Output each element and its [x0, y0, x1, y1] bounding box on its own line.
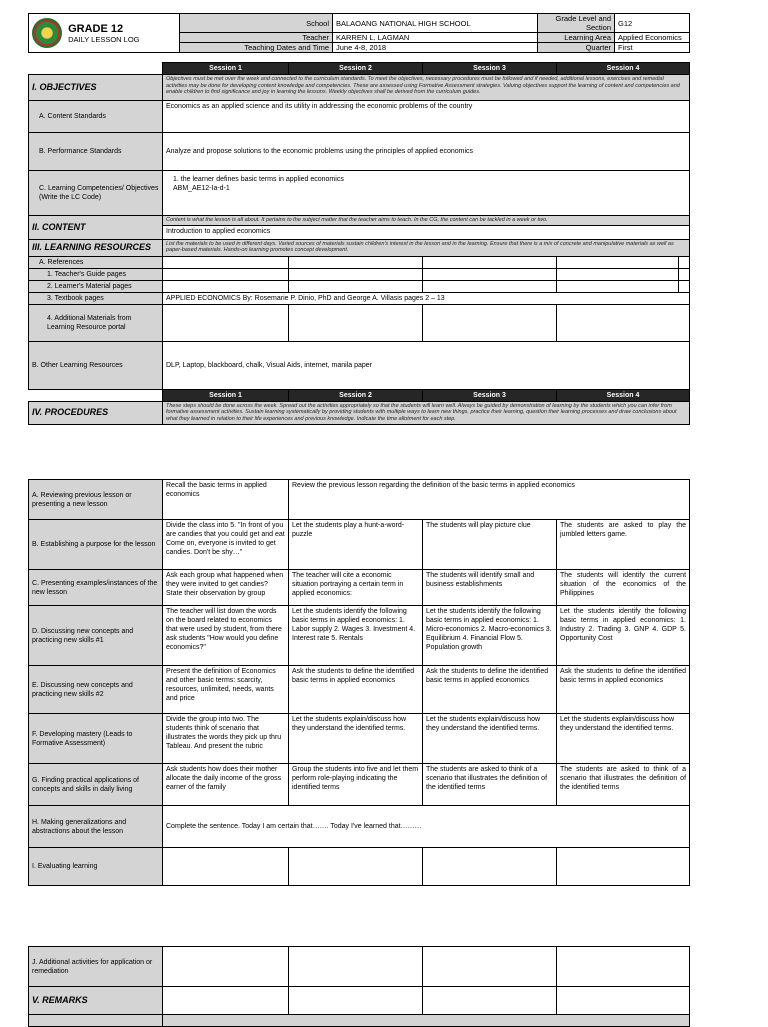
session-header-4: Session 4	[557, 63, 690, 75]
proc-label-e: E. Discussing new concepts and practicing new skills #2	[29, 666, 163, 714]
tg-label: 1. Teacher's Guide pages	[29, 268, 163, 280]
proc-g-s1: Ask students how does their mother allocate the daily income of the gross earner of the family	[163, 764, 289, 806]
objectives-title: I. OBJECTIVES	[29, 75, 163, 101]
session-header-3: Session 3	[423, 63, 557, 75]
proc-label-i: I. Evaluating learning	[29, 848, 163, 886]
content-title: II. CONTENT	[29, 216, 163, 240]
area-value: Applied Economics	[615, 33, 690, 43]
content-standards-value: Economics as an applied science and its utility in addressing the economic problems of the country	[163, 101, 690, 133]
session-header-4b: Session 4	[557, 389, 690, 401]
textbook-label: 3. Textbook pages	[29, 292, 163, 304]
proc-d-s2: Let the students identify the following basic terms in applied economics: 1. Labor supply 2. Wages 3. Investment 4. Interest rate 5. Rentals	[289, 606, 423, 666]
session-header-2b: Session 2	[289, 389, 423, 401]
proc-c-s2: The teacher will cite a economic situation portraying a certain term in applied economics:	[289, 570, 423, 606]
performance-value: Analyze and propose solutions to the economic problems using the principles of applied economics	[163, 133, 690, 171]
content-value: Introduction to applied economics	[163, 225, 690, 239]
proc-c-s3: The students will identify small and business establishments	[423, 570, 557, 606]
proc-label-g: G. Finding practical applications of concepts and skills in daily living	[29, 764, 163, 806]
proc-label-c: C. Presenting examples/instances of the new lesson	[29, 570, 163, 606]
bottom-table	[28, 946, 690, 1027]
textbook-value: APPLIED ECONOMICS By: Rosemarie P. Dinio, PhD and George A. Villasis pages 2 – 13	[163, 292, 690, 304]
procedures-note: These steps should be done across the week. Spread out the activities appropriately so that the students will learn well. Always be guided by demonstration of learning by the students which you can infer from formative assessment activities. Sustain learning systematically by providing students with multiple ways to learn new things, practice their learning, question their learning processes and draw conclusions about what they learned in relation to their life experiences and previous knowledge. Indicate the time allotment for each step.	[163, 401, 690, 424]
proc-b-s4: The students are asked to play the jumbled letters game.	[557, 520, 690, 570]
proc-f-s2: Let the students explain/discuss how they understand the identified terms.	[289, 714, 423, 764]
proc-d-s4: Let the students identify the following basic terms in applied economics: 1. Industry 2. Trading 3. GNP 4. GDP 5. Opportunity Cost	[557, 606, 690, 666]
competency-code: ABM_AE12-Ia-d-1	[173, 185, 230, 192]
header-table	[28, 13, 690, 53]
objectives-note: Objectives must be met over the week and connected to the curriculum standards. To meet the objectives, necessary procedures must be followed and if needed, additional lessons, exercises and remedial activities may be done for developing content knowledge and competencies. These are assessed using Formative Assessment strategies. Valuing objectives support the learning of content and competencies and enable children to find significance and joy in learning the lessons. Weekly objectives shall be derived from the curriculum guides.	[163, 75, 690, 101]
proc-f-s1: Divide the group into two. The students think of scenario that illustrates the words they pick up thru Tableau. And present the rubric	[163, 714, 289, 764]
performance-label: B. Performance Standards	[29, 133, 163, 171]
proc-label-f: F. Developing mastery (Leads to Formative Assessment)	[29, 714, 163, 764]
competencies-label: C. Learning Competencies/ Objectives (Write the LC Code)	[29, 171, 163, 216]
proc-b-s1: Divide the class into 5. "In front of you are candies that you could get and eat Come on, everyone is invited to get candies. Don't be shy…"	[163, 520, 289, 570]
quarter-label: Quarter	[538, 43, 615, 53]
area-label: Learning Area	[538, 33, 615, 43]
teacher-value: KARREN L. LAGMAN	[333, 33, 538, 43]
main-table	[28, 62, 690, 425]
session-header-1: Session 1	[163, 63, 289, 75]
proc-a-s1: Recall the basic terms in applied economics	[163, 480, 289, 520]
content-standards-label: A. Content Standards	[29, 101, 163, 133]
school-value: BALAOANG NATIONAL HIGH SCHOOL	[333, 14, 538, 33]
proc-h-all: Complete the sentence. Today I am certain that……. Today I've learned that………	[163, 806, 690, 848]
additional-materials-label: 4. Additional Materials from Learning Resource portal	[29, 304, 163, 341]
content-note: Content is what the lesson is all about. It pertains to the subject matter that the teacher aims to teach. In the CG, the content can be tackled in a week or two.	[163, 216, 690, 226]
proc-g-s3: The students are asked to think of a scenario that illustrates the definition of the identified terms	[423, 764, 557, 806]
grade-level-label: Grade Level and Section	[538, 14, 615, 33]
procedures-title: IV. PROCEDURES	[29, 401, 163, 424]
proc-e-s1: Present the definition of Economics and other basic terms: scarcity, resources, unlimited, needs, wants and price	[163, 666, 289, 714]
proc-label-a: A. Reviewing previous lesson or presenting a new lesson	[29, 480, 163, 520]
proc-a-s234: Review the previous lesson regarding the definition of the basic terms in applied economics	[289, 480, 690, 520]
additional-activities-label: J. Additional activities for application or remediation	[29, 947, 163, 987]
session-header-1b: Session 1	[163, 389, 289, 401]
proc-c-s4: The students will identify the current situation of the economics of the Philippines	[557, 570, 690, 606]
session-header-2: Session 2	[289, 63, 423, 75]
quarter-value: First	[615, 43, 690, 53]
dates-label: Teaching Dates and Time	[180, 43, 333, 53]
proc-g-s2: Group the students into five and let them perform role-playing indicating the identified terms	[289, 764, 423, 806]
grade-level-value: G12	[615, 14, 690, 33]
resources-title: III. LEARNING RESOURCES	[29, 239, 163, 256]
proc-e-s3: Ask the students to define the identified basic terms in applied economics	[423, 666, 557, 714]
lm-label: 2. Learner's Material pages	[29, 280, 163, 292]
dates-value: June 4-8, 2018	[333, 43, 538, 53]
remarks-title: V. REMARKS	[29, 987, 163, 1015]
competency-text: 1. the learner defines basic terms in applied economics	[173, 176, 344, 183]
school-label: School	[180, 14, 333, 33]
proc-d-s1: The teacher will list down the words on the board related to economics that were used by student, from there ask students "How would you define economics?"	[163, 606, 289, 666]
proc-g-s4: The students are asked to think of a scenario that illustrates the definition of the identified terms	[557, 764, 690, 806]
deped-logo-icon	[32, 18, 62, 48]
proc-b-s2: Let the students play a hunt-a-word-puzzle	[289, 520, 423, 570]
proc-label-h: H. Making generalizations and abstractions about the lesson	[29, 806, 163, 848]
grade-title: GRADE 12	[68, 22, 124, 35]
competencies-value	[163, 171, 690, 216]
proc-f-s3: Let the students explain/discuss how they understand the identified terms.	[423, 714, 557, 764]
references-label: A. References	[29, 256, 163, 268]
other-resources-label: B. Other Learning Resources	[29, 341, 163, 389]
proc-e-s2: Ask the students to define the identified basic terms in applied economics	[289, 666, 423, 714]
proc-label-d: D. Discussing new concepts and practicing new skills #1	[29, 606, 163, 666]
resources-note: List the materials to be used in different days. Varied sources of materials sustain children's interest in the lesson and in the learning. Ensure that there is a mix of concrete and manipulative materials as well as paper-based materials. Hands-on learning promotes concept development.	[163, 239, 690, 256]
procedures-table	[28, 479, 690, 886]
proc-e-s4: Ask the students to define the identified basic terms in applied economics	[557, 666, 690, 714]
proc-b-s3: The students will play picture clue	[423, 520, 557, 570]
teacher-label: Teacher	[180, 33, 333, 43]
proc-c-s1: Ask each group what happened when they were invited to get candies? State their observation by group	[163, 570, 289, 606]
log-title: DAILY LESSON LOG	[68, 34, 140, 44]
proc-d-s3: Let the students identify the following basic terms in applied economics: 1. Micro-economics 2. Macro-economics 3. Equilibrium 4. Financial Flow 5. Population growth	[423, 606, 557, 666]
session-header-3b: Session 3	[423, 389, 557, 401]
proc-f-s4: Let the students explain/discuss how they understand the identified terms.	[557, 714, 690, 764]
header-logo-cell	[29, 14, 180, 53]
other-resources-value: DLP, Laptop, blackboard, chalk, Visual Aids, internet, manila paper	[163, 341, 690, 389]
proc-label-b: B. Establishing a purpose for the lesson	[29, 520, 163, 570]
